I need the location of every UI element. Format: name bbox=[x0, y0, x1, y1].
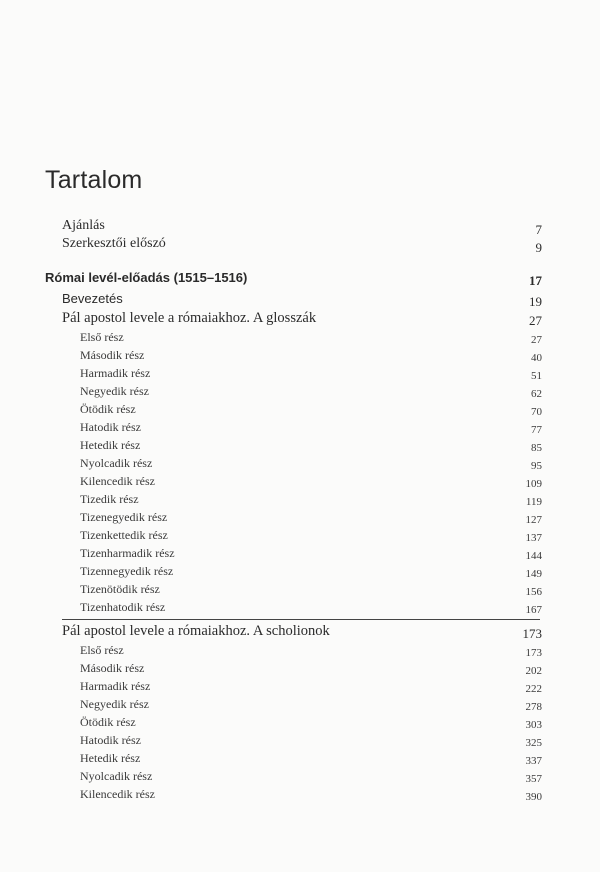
section-page: 17 bbox=[529, 273, 542, 288]
list-item[interactable] bbox=[0, 787, 600, 805]
list-item[interactable] bbox=[0, 643, 600, 661]
toc-item-page: 85 bbox=[531, 442, 542, 454]
toc-entry-front[interactable] bbox=[0, 218, 600, 236]
toc-item-label: Negyedik rész bbox=[80, 384, 149, 398]
toc-entry-page: 9 bbox=[535, 240, 542, 255]
toc-item-label: Tizenegyedik rész bbox=[80, 510, 168, 524]
toc-entry-label: Ajánlás bbox=[62, 218, 105, 233]
list-item[interactable] bbox=[0, 546, 600, 564]
list-item[interactable] bbox=[0, 564, 600, 582]
toc-item-page: 62 bbox=[531, 388, 542, 400]
toc-item-label: Tizennegyedik rész bbox=[80, 564, 174, 578]
toc-item-page: 144 bbox=[525, 550, 542, 562]
toc-item-page: 127 bbox=[525, 514, 542, 526]
toc-item-page: 27 bbox=[531, 334, 542, 346]
list-item[interactable] bbox=[0, 492, 600, 510]
toc-item-label: Kilencedik rész bbox=[80, 474, 155, 488]
list-item[interactable] bbox=[0, 582, 600, 600]
toc-item-page: 337 bbox=[525, 755, 542, 767]
subsection-label: Pál apostol levele a rómaiakhoz. A scholionok bbox=[62, 623, 330, 639]
toc-item-page: 278 bbox=[525, 701, 542, 713]
toc-entry-page: 19 bbox=[529, 294, 542, 309]
toc-subsection-glossak[interactable] bbox=[0, 310, 600, 328]
list-item[interactable] bbox=[0, 384, 600, 402]
list-item[interactable] bbox=[0, 528, 600, 546]
page-title: Tartalom bbox=[45, 166, 143, 194]
subsection-page: 27 bbox=[529, 313, 542, 328]
toc-subsection-scholionok[interactable] bbox=[0, 623, 600, 641]
divider bbox=[62, 619, 540, 620]
list-item[interactable] bbox=[0, 751, 600, 769]
toc-item-label: Tizenharmadik rész bbox=[80, 546, 175, 560]
toc-item-label: Harmadik rész bbox=[80, 679, 151, 693]
toc-entry-page: 7 bbox=[535, 222, 542, 237]
toc-item-label: Harmadik rész bbox=[80, 366, 151, 380]
toc-item-page: 173 bbox=[525, 647, 542, 659]
toc-item-label: Ötödik rész bbox=[80, 715, 136, 729]
toc-item-page: 222 bbox=[525, 683, 542, 695]
toc-item-label: Második rész bbox=[80, 661, 145, 675]
toc-item-page: 40 bbox=[531, 352, 542, 364]
toc-entry-label: Bevezetés bbox=[62, 291, 123, 306]
list-item[interactable] bbox=[0, 456, 600, 474]
list-item[interactable] bbox=[0, 420, 600, 438]
toc-section-heading[interactable] bbox=[0, 270, 600, 288]
toc-item-label: Negyedik rész bbox=[80, 697, 149, 711]
toc-item-page: 51 bbox=[531, 370, 542, 382]
toc-entry-front[interactable] bbox=[0, 236, 600, 254]
list-item[interactable] bbox=[0, 438, 600, 456]
toc-item-page: 325 bbox=[525, 737, 542, 749]
toc-item-label: Tizenkettedik rész bbox=[80, 528, 168, 542]
toc-item-label: Hetedik rész bbox=[80, 438, 141, 452]
toc-item-label: Első rész bbox=[80, 643, 124, 657]
toc-entry-label: Szerkesztői előszó bbox=[62, 236, 166, 251]
list-item[interactable] bbox=[0, 733, 600, 751]
toc-item-label: Kilencedik rész bbox=[80, 787, 155, 801]
toc-item-label: Nyolcadik rész bbox=[80, 769, 153, 783]
toc-item-page: 95 bbox=[531, 460, 542, 472]
list-item[interactable] bbox=[0, 715, 600, 733]
list-item[interactable] bbox=[0, 474, 600, 492]
toc-item-page: 137 bbox=[525, 532, 542, 544]
list-item[interactable] bbox=[0, 510, 600, 528]
list-item[interactable] bbox=[0, 330, 600, 348]
toc-item-page: 119 bbox=[525, 496, 542, 508]
subsection-page: 173 bbox=[522, 626, 542, 641]
toc-item-page: 167 bbox=[525, 604, 542, 616]
subsection-label: Pál apostol levele a rómaiakhoz. A glosszák bbox=[62, 310, 317, 326]
list-item[interactable] bbox=[0, 679, 600, 697]
list-item[interactable] bbox=[0, 661, 600, 679]
list-item[interactable] bbox=[0, 769, 600, 787]
toc-item-label: Tizenhatodik rész bbox=[80, 600, 166, 614]
toc-item-page: 390 bbox=[525, 791, 542, 803]
section-label: Római levél-előadás (1515–1516) bbox=[45, 270, 248, 285]
toc-item-page: 149 bbox=[525, 568, 542, 580]
toc-item-page: 70 bbox=[531, 406, 542, 418]
toc-item-page: 77 bbox=[531, 424, 542, 436]
toc-item-page: 303 bbox=[525, 719, 542, 731]
list-item[interactable] bbox=[0, 600, 600, 618]
list-item[interactable] bbox=[0, 366, 600, 384]
toc-item-label: Ötödik rész bbox=[80, 402, 136, 416]
toc-item-label: Tizedik rész bbox=[80, 492, 139, 506]
list-item[interactable] bbox=[0, 402, 600, 420]
toc-item-page: 357 bbox=[525, 773, 542, 785]
toc-item-label: Tizenötödik rész bbox=[80, 582, 160, 596]
toc-item-label: Hetedik rész bbox=[80, 751, 141, 765]
toc-item-page: 109 bbox=[525, 478, 542, 490]
toc-item-page: 156 bbox=[525, 586, 542, 598]
list-item[interactable] bbox=[0, 697, 600, 715]
toc-item-label: Második rész bbox=[80, 348, 145, 362]
toc-item-label: Első rész bbox=[80, 330, 124, 344]
toc-item-page: 202 bbox=[525, 665, 542, 677]
toc-item-label: Hatodik rész bbox=[80, 420, 141, 434]
toc-item-label: Nyolcadik rész bbox=[80, 456, 153, 470]
toc-item-label: Hatodik rész bbox=[80, 733, 141, 747]
list-item[interactable] bbox=[0, 348, 600, 366]
toc-entry-intro[interactable] bbox=[0, 291, 600, 309]
